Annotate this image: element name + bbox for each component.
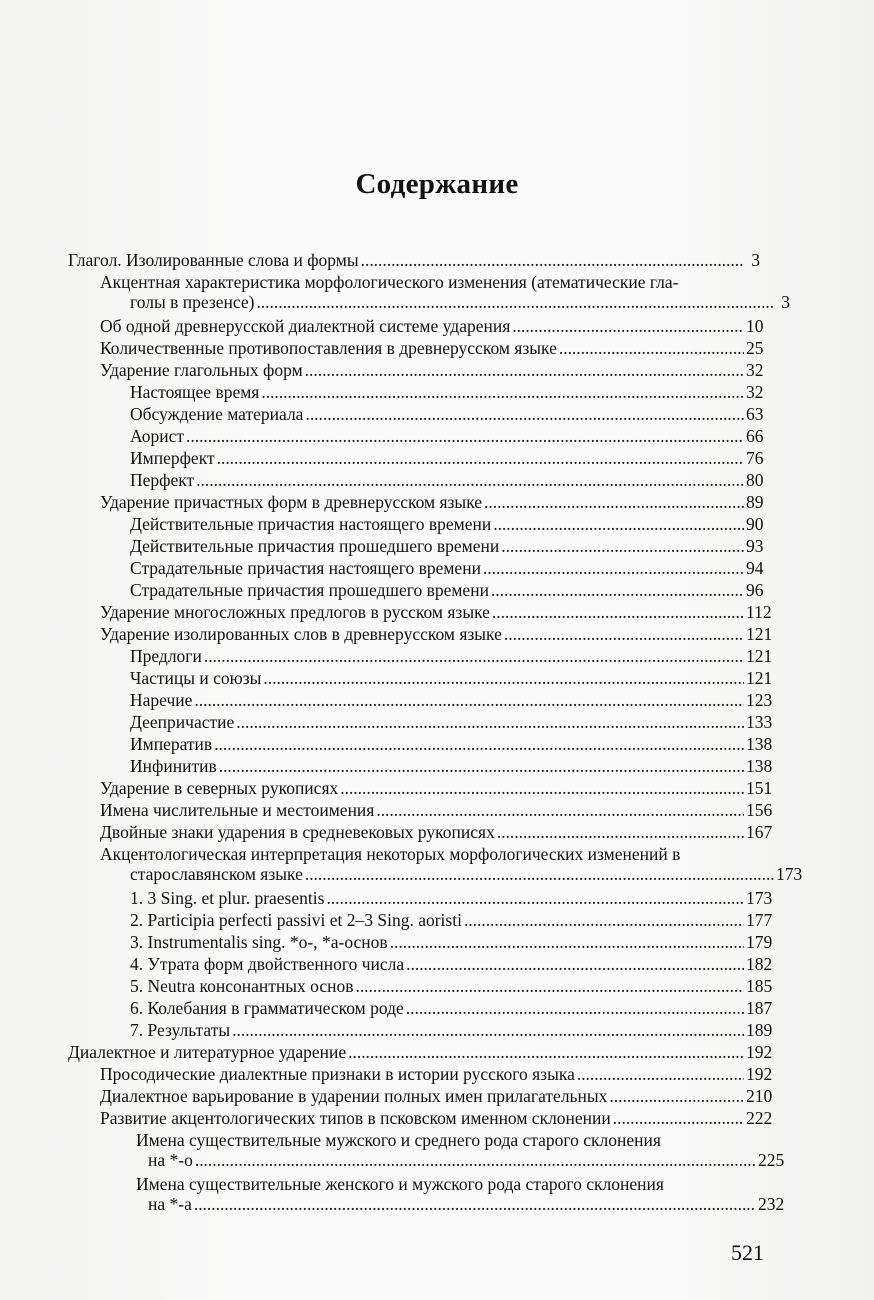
leader-dots (613, 1108, 744, 1128)
toc-entry-page: 123 (746, 690, 773, 710)
toc-entry-page: 3 (781, 292, 790, 312)
leader-dots (305, 404, 744, 424)
toc-entry (100, 338, 874, 360)
toc-entry-page: 167 (746, 822, 773, 842)
toc-entry (130, 558, 874, 580)
toc-entry-page: 138 (746, 734, 773, 754)
toc-entry-title: Наречие (130, 690, 193, 710)
toc-entry (68, 1042, 874, 1064)
toc-entry (100, 778, 874, 800)
toc-entry-title: Об одной древнерусской диалектной системе ударения (100, 316, 511, 336)
toc-entry-title: Императив (130, 734, 213, 754)
toc-entry (130, 536, 874, 558)
toc-entry-title: Частицы и союзы (130, 668, 262, 688)
toc-entry-title: Аорист (130, 426, 185, 446)
toc-entry-page: 189 (746, 1020, 773, 1040)
leader-dots (512, 316, 744, 336)
toc-entry-page: 185 (746, 976, 773, 996)
toc-entry (136, 1174, 874, 1218)
leader-dots (186, 426, 744, 446)
toc-entry (130, 910, 874, 932)
toc-entry-page: 187 (746, 998, 773, 1018)
leader-dots (492, 602, 744, 622)
toc-entry-page: 210 (746, 1086, 773, 1106)
toc-entry (130, 382, 874, 404)
toc-entry-title: 6. Колебания в грамматическом роде (130, 998, 404, 1018)
toc-entry-title: Имена существительные женского и мужского рода старого склонения (136, 1174, 664, 1194)
toc-entry-title: Количественные противопоставления в древнерусском языке (100, 338, 557, 358)
toc-entry (130, 932, 874, 954)
toc-entry-title: Перфект (130, 470, 195, 490)
leader-dots (361, 250, 744, 270)
leader-dots (305, 360, 744, 380)
toc-entry (130, 690, 874, 712)
leader-dots (390, 932, 744, 952)
leader-dots (196, 470, 744, 490)
leader-dots (609, 1086, 744, 1106)
toc-entry-title: Ударение глагольных форм (100, 360, 303, 380)
toc-entry-page: 10 (746, 316, 764, 336)
toc-entry-title: Ударение изолированных слов в древнерусском языке (100, 624, 502, 644)
toc-entry-title: Глагол. Изолированные слова и формы (68, 250, 359, 270)
toc-entry-title: Ударение многосложных предлогов в русском языке (100, 602, 490, 622)
toc-entry-page: 89 (746, 492, 764, 512)
toc-entry-page: 133 (746, 712, 773, 732)
toc-entry (100, 1108, 874, 1130)
toc-entry (130, 734, 874, 756)
leader-dots (194, 1194, 756, 1214)
toc-entry-title: Акцентологическая интерпретация некоторых морфологических изменений в (100, 844, 681, 864)
toc-entry-title: Просодические диалектные признаки в истории русского языка (100, 1064, 575, 1084)
toc-entry-page: 76 (746, 448, 764, 468)
toc-entry-title: Ударение в северных рукописях (100, 778, 339, 798)
leader-dots (195, 1150, 756, 1170)
toc-entry-page: 222 (746, 1108, 773, 1128)
toc-entry (130, 998, 874, 1020)
leader-dots (263, 668, 744, 688)
toc-entry-title: 2. Participia perfecti passivi et 2–3 Sing. aoristi (130, 910, 462, 930)
toc-entry (130, 1020, 874, 1042)
toc-entry-page: 80 (746, 470, 764, 490)
toc-entry-page: 96 (746, 580, 764, 600)
toc-entry-title: Диалектное и литературное ударение (68, 1042, 347, 1062)
toc-entry-page: 138 (746, 756, 773, 776)
toc-entry-title: Страдательные причастия прошедшего времени (130, 580, 489, 600)
toc-entry-page: 121 (746, 668, 773, 688)
toc-entry-page: 25 (746, 338, 764, 358)
toc-entry (100, 602, 874, 624)
toc-entry-page: 94 (746, 558, 764, 578)
toc-entry-title-continued: старославянском языке (130, 864, 303, 884)
toc-entry-title: Диалектное варьирование в ударении полных имен прилагательных (100, 1086, 608, 1106)
leader-dots (305, 864, 774, 884)
toc-entry (130, 426, 874, 448)
leader-dots (504, 624, 744, 644)
leader-dots (376, 800, 744, 820)
toc-entry (100, 822, 874, 844)
toc-entry-title: 1. 3 Sing. et plur. praesentis (130, 888, 325, 908)
page-title: Содержание (355, 168, 519, 200)
toc-entry-page: 182 (746, 954, 773, 974)
toc-entry (130, 646, 874, 668)
toc-entry-page: 66 (746, 426, 764, 446)
leader-dots (340, 778, 744, 798)
toc-entry (130, 712, 874, 734)
toc-entry-page: 121 (746, 646, 773, 666)
toc-entry-title: 3. Instrumentalis sing. *o-, *a-основ (130, 932, 388, 952)
toc-entry-title: Развитие акцентологических типов в псковском именном склонении (100, 1108, 611, 1128)
toc-entry (130, 514, 874, 536)
toc-entry-title: Ударение причастных форм в древнерусском языке (100, 492, 483, 512)
toc-entry-page: 32 (746, 360, 764, 380)
leader-dots (256, 292, 774, 312)
toc-entry (130, 954, 874, 976)
leader-dots (483, 558, 744, 578)
toc-entry-title-continued: голы в презенсе) (130, 292, 255, 312)
toc-entry (130, 448, 874, 470)
toc-entry-page: 112 (746, 602, 772, 622)
toc-entry-title: 7. Результаты (130, 1020, 231, 1040)
leader-dots (406, 998, 744, 1018)
toc-entry-page: 151 (746, 778, 773, 798)
toc-entry-title: Страдательные причастия настоящего времени (130, 558, 481, 578)
toc-entry-title: 4. Утрата форм двойственного числа (130, 954, 405, 974)
toc-entry (130, 888, 874, 910)
leader-dots (214, 734, 744, 754)
toc-entry-page: 121 (746, 624, 773, 644)
toc-entry-page: 32 (746, 382, 764, 402)
toc-entry (100, 1086, 874, 1108)
page-number: 521 (731, 1240, 764, 1265)
toc-entry-page: 93 (746, 536, 764, 556)
toc-entry (100, 272, 874, 316)
toc-entry-page: 173 (776, 864, 803, 884)
toc-entry-page: 192 (746, 1064, 773, 1084)
leader-dots (497, 822, 744, 842)
toc-entry-title: Действительные причастия прошедшего времени (130, 536, 500, 556)
toc-entry-title: Настоящее время (130, 382, 260, 402)
toc-entry-title: Инфинитив (130, 756, 217, 776)
leader-dots (406, 954, 744, 974)
toc-entry-page: 90 (746, 514, 764, 534)
toc-entry-title: Предлоги (130, 646, 202, 666)
toc-entry (100, 360, 874, 382)
toc-entry-page: 3 (751, 250, 760, 270)
toc-entry-title: Имена числительные и местоимения (100, 800, 375, 820)
toc-entry-page: 225 (758, 1150, 785, 1170)
leader-dots (348, 1042, 744, 1062)
toc-entry (100, 624, 874, 646)
toc-entry-title: 5. Neutra консонантных основ (130, 976, 354, 996)
toc-entry-page: 173 (746, 888, 773, 908)
toc-entry-title: Двойные знаки ударения в средневековых рукописях (100, 822, 495, 842)
leader-dots (464, 910, 744, 930)
toc-entry-page: 156 (746, 800, 773, 820)
toc-entry-page: 179 (746, 932, 773, 952)
leader-dots (217, 448, 744, 468)
toc-entry-page: 63 (746, 404, 764, 424)
toc-entry-title-continued: на *-o (148, 1150, 193, 1170)
toc-entry (100, 492, 874, 514)
leader-dots (326, 888, 744, 908)
leader-dots (491, 580, 744, 600)
leader-dots (577, 1064, 744, 1084)
toc-entry (130, 404, 874, 426)
toc-entry-title-continued: на *-a (148, 1194, 192, 1214)
toc-entry-title: Деепричастие (130, 712, 235, 732)
leader-dots (501, 536, 744, 556)
toc-entry (130, 470, 874, 492)
toc-entry-page: 232 (758, 1194, 785, 1214)
leader-dots (232, 1020, 744, 1040)
leader-dots (484, 492, 744, 512)
toc-entry-title: Имперфект (130, 448, 215, 468)
toc-entry-title: Акцентная характеристика морфологического изменения (атематические гла- (100, 272, 679, 292)
leader-dots (219, 756, 744, 776)
leader-dots (194, 690, 744, 710)
leader-dots (261, 382, 744, 402)
toc-entry-page: 177 (746, 910, 773, 930)
toc-entry (130, 580, 874, 602)
leader-dots (355, 976, 744, 996)
toc-entry-title: Действительные причастия настоящего времени (130, 514, 492, 534)
toc-entry (100, 800, 874, 822)
toc-entry (100, 844, 874, 888)
leader-dots (236, 712, 744, 732)
toc-entry-title: Имена существительные мужского и среднего рода старого склонения (136, 1130, 661, 1150)
table-of-contents (0, 250, 874, 1218)
leader-dots (204, 646, 744, 666)
toc-entry (100, 316, 874, 338)
leader-dots (493, 514, 744, 534)
toc-entry-page: 192 (746, 1042, 773, 1062)
toc-entry (136, 1130, 874, 1174)
toc-entry (130, 668, 874, 690)
toc-entry (100, 1064, 874, 1086)
toc-entry (130, 976, 874, 998)
toc-entry (68, 250, 874, 272)
leader-dots (559, 338, 744, 358)
toc-entry (130, 756, 874, 778)
toc-entry-title: Обсуждение материала (130, 404, 304, 424)
